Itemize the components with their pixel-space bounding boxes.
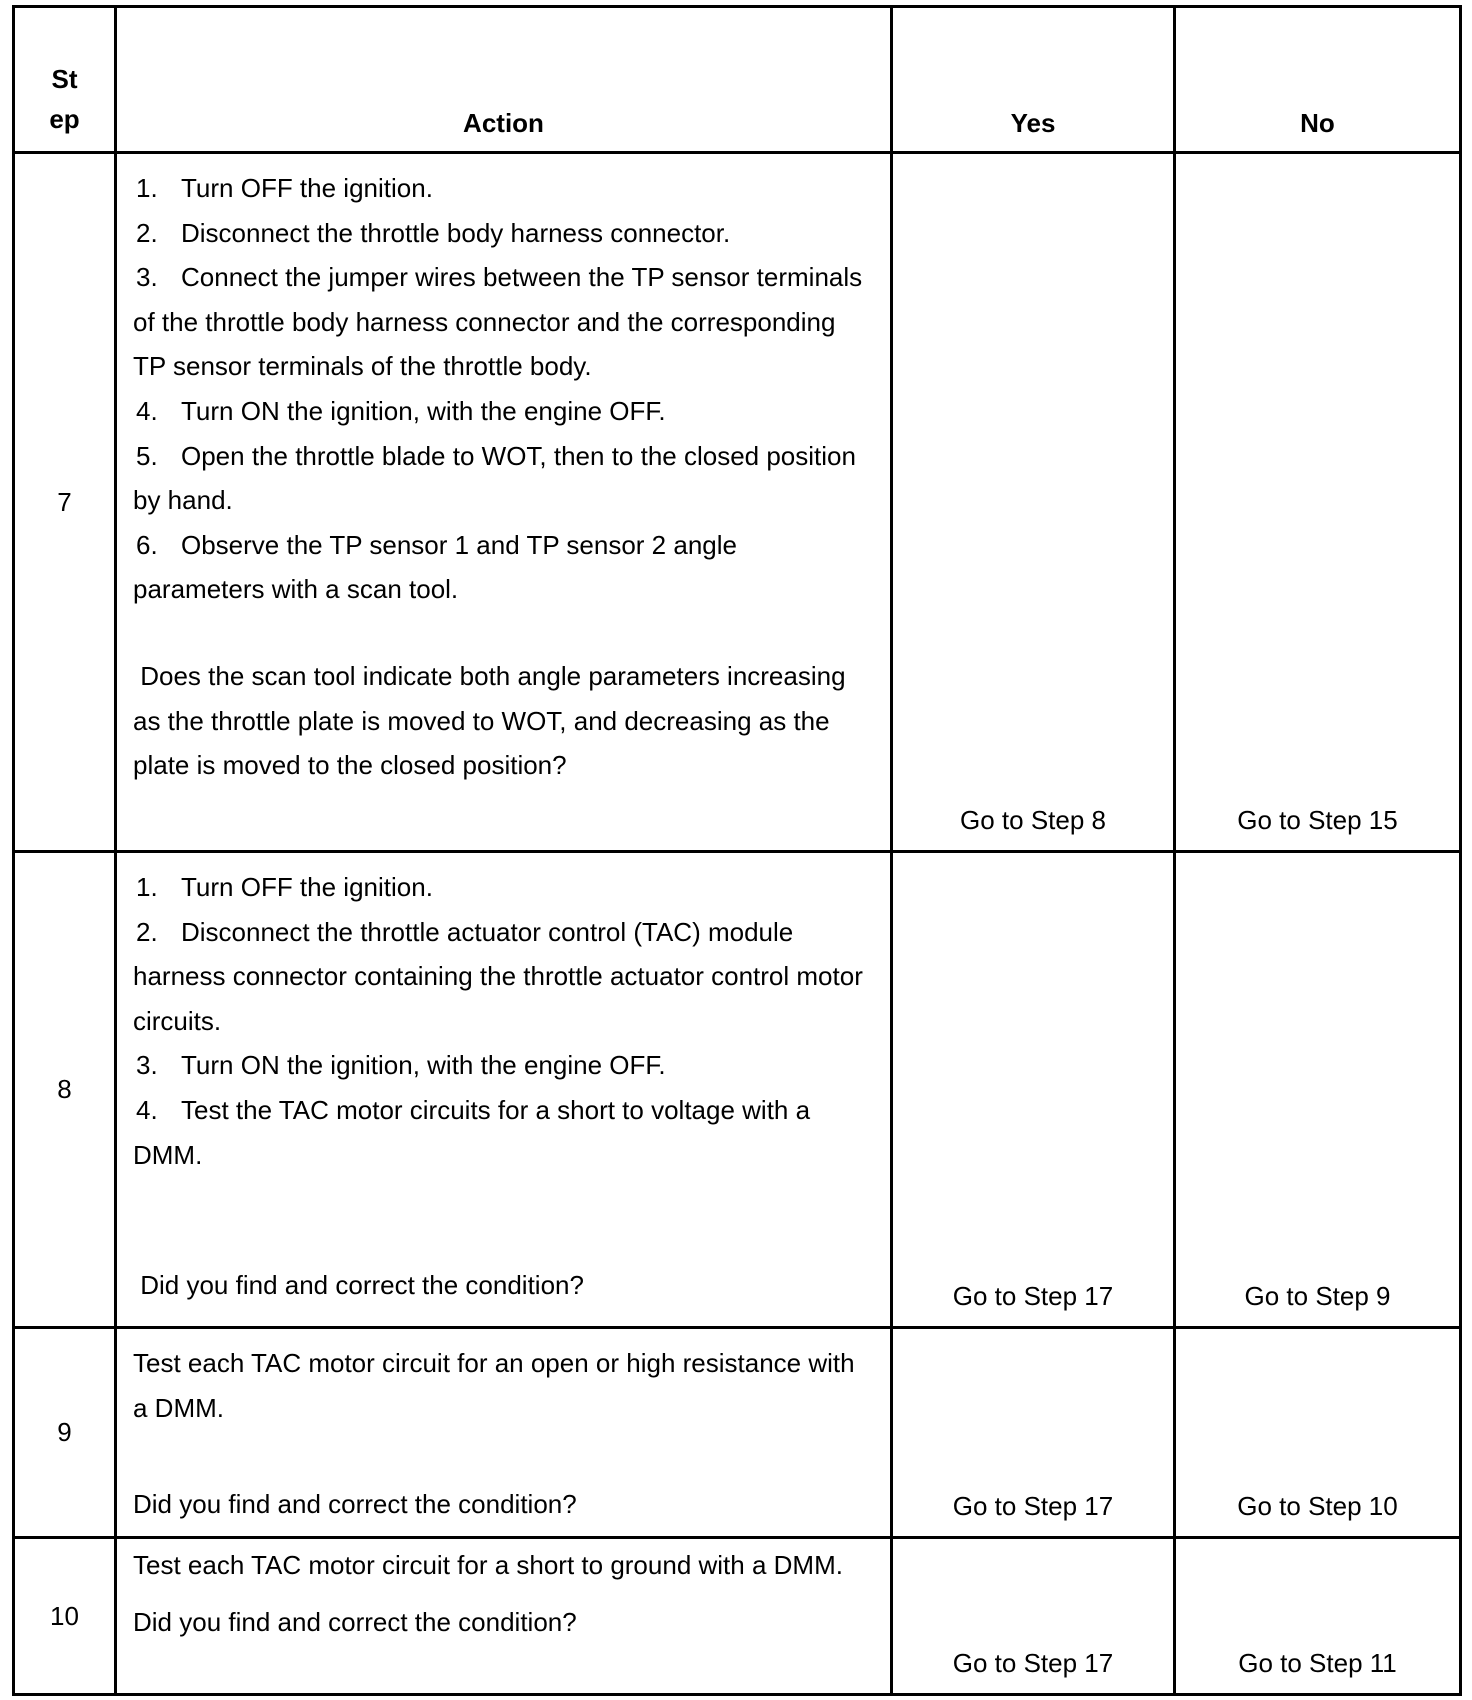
- action-item: 4. Turn ON the ignition, with the engine OFF.: [136, 395, 666, 426]
- action-text: Test each TAC motor circuit for an open or high resistance with a DMM.: [133, 1348, 855, 1423]
- action-item: 2. Disconnect the throttle body harness connector.: [136, 217, 731, 248]
- action-item: 6. Observe the TP sensor 1 and TP sensor 2 angle parameters with a scan tool.: [133, 529, 737, 605]
- action-cell: [116, 153, 892, 852]
- yes-result: Go to Step 17: [892, 852, 1175, 1328]
- diagnostic-steps-page: [12, 5, 1459, 1693]
- action-item: 3. Connect the jumper wires between the TP sensor terminals of the throttle body harness connector and the corresponding TP sensor terminals of the throttle body.: [133, 262, 863, 382]
- header-step: St ep: [14, 7, 116, 153]
- table-row: [14, 852, 1461, 1328]
- action-cell: [116, 852, 892, 1328]
- action-cell: [116, 1538, 892, 1695]
- no-result: Go to Step 15: [1175, 153, 1461, 852]
- step-number: 9: [14, 1328, 116, 1538]
- action-question: Did you find and correct the condition?: [133, 1270, 584, 1301]
- header-yes: Yes: [892, 7, 1175, 153]
- step-number: 10: [14, 1538, 116, 1695]
- no-result: Go to Step 10: [1175, 1328, 1461, 1538]
- yes-result: Go to Step 17: [892, 1328, 1175, 1538]
- header-row: [14, 7, 1461, 153]
- action-question: Does the scan tool indicate both angle parameters increasing as the throttle plate is moved to WOT, and decreasing as the plate is moved to the closed position?: [133, 660, 853, 781]
- header-action: Action: [116, 7, 892, 153]
- no-result: Go to Step 9: [1175, 852, 1461, 1328]
- header-no: No: [1175, 7, 1461, 153]
- step-number: 8: [14, 852, 116, 1328]
- no-result: Go to Step 11: [1175, 1538, 1461, 1695]
- table-row: [14, 1538, 1461, 1695]
- yes-result: Go to Step 17: [892, 1538, 1175, 1695]
- action-text: Test each TAC motor circuit for a short to ground with a DMM.: [133, 1550, 843, 1580]
- action-question: Did you find and correct the condition?: [133, 1606, 577, 1637]
- step-number: 7: [14, 153, 116, 852]
- action-item: 1. Turn OFF the ignition.: [136, 173, 433, 203]
- yes-result: Go to Step 8: [892, 153, 1175, 852]
- action-item: 1. Turn OFF the ignition.: [136, 872, 433, 902]
- action-item: 2. Disconnect the throttle actuator control (TAC) module harness connector containing the throttle actuator control motor circuits.: [133, 916, 863, 1036]
- action-cell: [116, 1328, 892, 1538]
- action-item: 5. Open the throttle blade to WOT, then to the closed position by hand.: [133, 440, 856, 516]
- diagnostic-steps-table: [12, 5, 1462, 1696]
- action-item: 3. Turn ON the ignition, with the engine OFF.: [136, 1050, 666, 1081]
- table-row: [14, 153, 1461, 852]
- action-question: Did you find and correct the condition?: [133, 1489, 577, 1520]
- table-row: [14, 1328, 1461, 1538]
- action-item: 4. Test the TAC motor circuits for a short to voltage with a DMM.: [133, 1094, 811, 1170]
